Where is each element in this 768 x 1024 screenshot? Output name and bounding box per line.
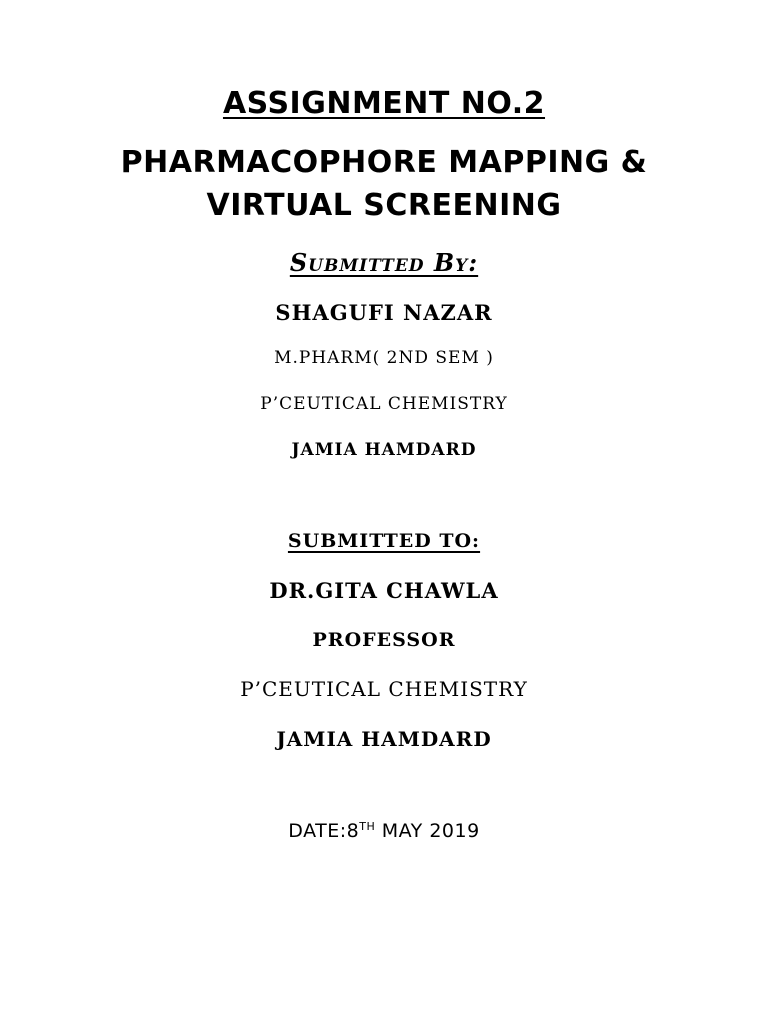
assignment-title: ASSIGNMENT NO.2 [222,86,546,121]
submitted-to-heading: SUBMITTED TO: [287,530,481,552]
date-suffix: MAY 2019 [375,820,480,842]
student-course: M.PHARM( 2ND SEM ) [274,348,494,368]
professor-university: JAMIA HAMDARD [276,727,492,751]
date-superscript: TH [359,820,376,833]
student-university: JAMIA HAMDARD [291,440,477,460]
student-department: P’CEUTICAL CHEMISTRY [260,394,508,414]
professor-name: DR.GITA CHAWLA [269,578,499,603]
professor-designation: PROFESSOR [312,629,456,651]
submitted-by-heading: Submitted By: [289,248,479,277]
topic-title-line2: VIRTUAL SCREENING [206,188,562,223]
professor-department: P’CEUTICAL CHEMISTRY [240,677,528,701]
student-name: SHAGUFI NAZAR [275,300,493,325]
submission-date [0,820,768,842]
topic-title-line1: PHARMACOPHORE MAPPING & [120,145,648,180]
date-prefix: DATE:8 [288,820,360,842]
